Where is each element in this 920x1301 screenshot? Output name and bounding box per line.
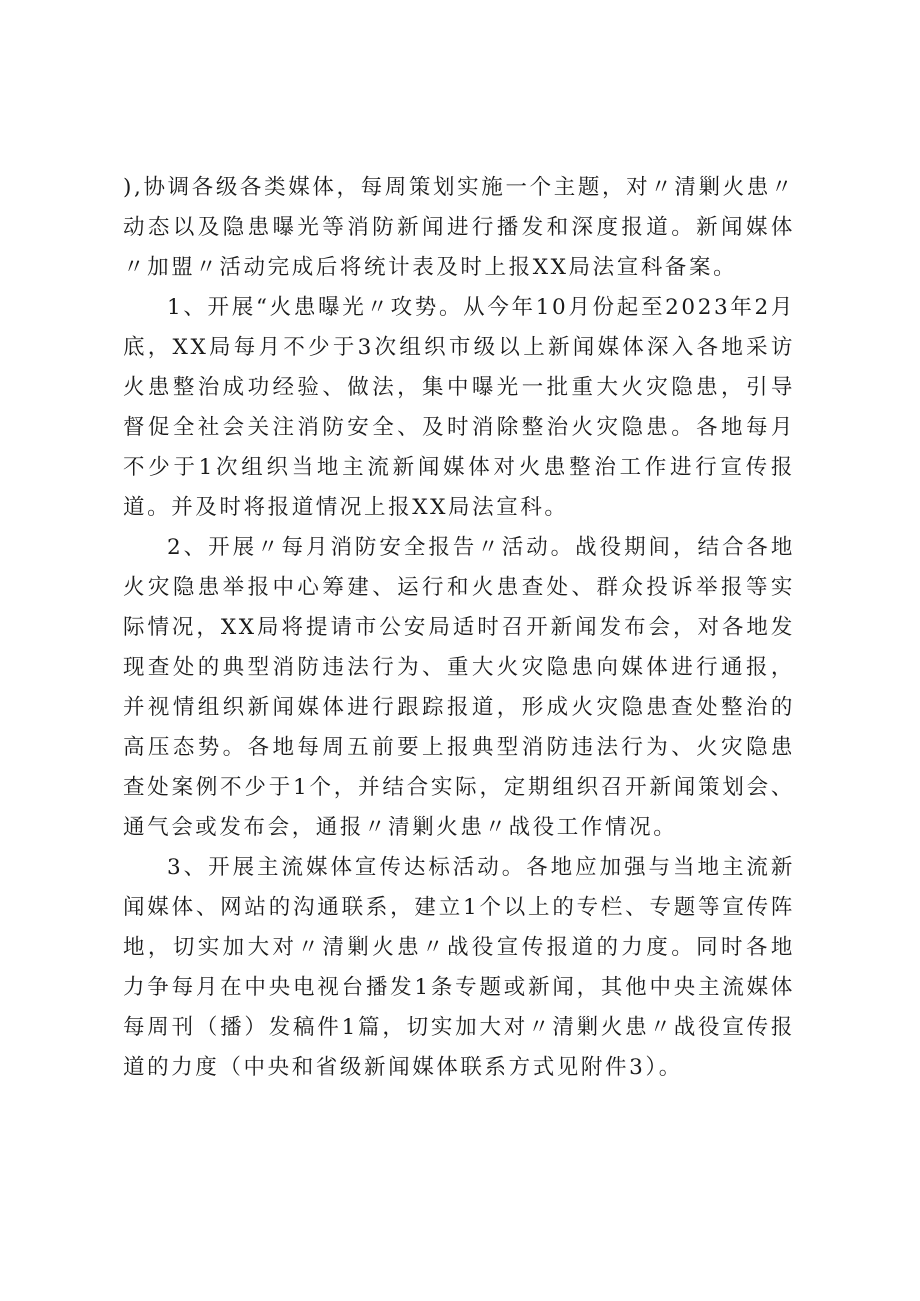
paragraph-item-3: 3、开展主流媒体宣传达标活动。各地应加强与当地主流新闻媒体、网站的沟通联系，建立1个以上的专栏、专题等宣传阵地，切实加大对〃清剿火患〃战役宣传报道的力度。同时各地力争每月在中央电视台播发1条专题或新闻，其他中央主流媒体每周刊（播）发稿件1篇，切实加大对〃清剿火患〃战役宣传报道的力度（中央和省级新闻媒体联系方式见附件3）。: [123, 855, 795, 1080]
paragraph-item-2: 2、开展〃每月消防安全报告〃活动。战役期间，结合各地火灾隐患举报中心筹建、运行和火患查处、群众投诉举报等实际情况，XX局将提请市公安局适时召开新闻发布会，对各地发现查处的典型消防违法行为、重大火灾隐患向媒体进行通报，并视情组织新闻媒体进行跟踪报道，形成火灾隐患查处整治的高压态势。各地每周五前要上报典型消防违法行为、火灾隐患查处案例不少于1个，并结合实际，定期组织召开新闻策划会、通气会或发布会，通报〃清剿火患〃战役工作情况。: [123, 535, 795, 840]
document-body: [123, 168, 795, 1088]
paragraph-item-1: 1、开展“火患曝光〃攻势。从今年10月份起至2023年2月底，XX局每月不少于3次组织市级以上新闻媒体深入各地采访火患整治成功经验、做法，集中曝光一批重大火灾隐患，引导督促全社会关注消防安全、及时消除整治火灾隐患。各地每月不少于1次组织当地主流新闻媒体对火患整治工作进行宣传报道。并及时将报道情况上报XX局法宣科。: [123, 295, 795, 520]
paragraph-continuation: ),协调各级各类媒体，每周策划实施一个主题，对〃清剿火患〃动态以及隐患曝光等消防新闻进行播发和深度报道。新闻媒体〃加盟〃活动完成后将统计表及时上报XX局法宣科备案。: [123, 175, 795, 280]
